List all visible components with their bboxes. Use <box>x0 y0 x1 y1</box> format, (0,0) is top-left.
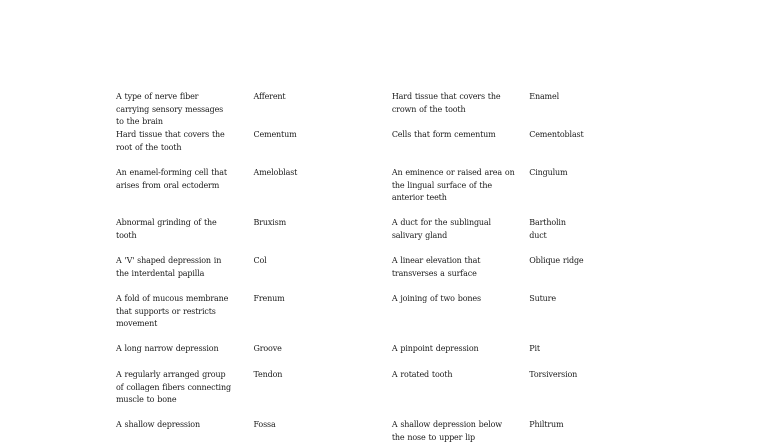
term-cell: Tendon <box>253 370 283 379</box>
term-cell: Cementum <box>253 130 297 139</box>
definition-cell: A regularly arranged group of collagen fibers connecting muscle to bone <box>116 370 231 404</box>
definition-cell: A pinpoint depression <box>391 344 479 353</box>
definition-cell: Cells that form cementum <box>391 130 496 139</box>
definition-cell: Hard tissue that covers the crown of the tooth <box>391 92 501 114</box>
table-row <box>116 293 586 343</box>
term-cell: Torsiversion <box>529 370 578 379</box>
term-cell: Col <box>253 256 267 265</box>
table-row <box>116 343 586 369</box>
term-cell: Afferent <box>253 92 286 101</box>
term-cell: Cingulum <box>529 168 568 177</box>
table-row <box>116 91 586 129</box>
definition-cell: A rotated tooth <box>391 370 453 379</box>
table-row <box>116 167 586 217</box>
term-cell: Pit <box>529 344 540 353</box>
definition-cell: A long narrow depression <box>116 344 219 353</box>
term-cell: Oblique ridge <box>529 256 584 265</box>
table-row <box>116 129 586 167</box>
term-cell: Philtrum <box>529 420 564 429</box>
term-cell: Groove <box>253 344 282 353</box>
definition-cell: A shallow depression below the nose to upper lip <box>391 420 502 442</box>
definition-cell: A fold of mucous membrane that supports or restricts movement <box>116 294 229 328</box>
definition-cell: A duct for the sublingual salivary gland <box>391 218 491 240</box>
term-cell: Frenum <box>253 294 285 303</box>
table-row <box>116 369 586 419</box>
term-cell: Cementoblast <box>529 130 584 139</box>
term-cell: Enamel <box>529 92 559 101</box>
definition-cell: A type of nerve fiber carrying sensory messages to the brain <box>116 92 224 126</box>
definition-cell: Hard tissue that covers the root of the tooth <box>116 130 225 152</box>
term-cell: Bartholin duct <box>529 218 566 240</box>
term-cell: Suture <box>529 294 556 303</box>
term-cell: Ameloblast <box>253 168 298 177</box>
definition-cell: A joining of two bones <box>391 294 481 303</box>
definition-cell: A linear elevation that transverses a surface <box>391 256 481 278</box>
definition-cell: Abnormal grinding of the tooth <box>116 218 217 240</box>
definition-cell: A 'V' shaped depression in the interdental papilla <box>116 256 222 278</box>
table-row <box>116 419 586 445</box>
definition-cell: An eminence or raised area on the lingual surface of the anterior teeth <box>391 168 515 202</box>
definition-cell: An enamel-forming cell that arises from oral ectoderm <box>116 168 227 190</box>
vocabulary-table <box>116 91 586 445</box>
definition-cell: A shallow depression <box>116 420 200 429</box>
term-cell: Fossa <box>253 420 276 429</box>
term-cell: Bruxism <box>253 218 287 227</box>
table-row <box>116 255 586 293</box>
table-row <box>116 217 586 255</box>
